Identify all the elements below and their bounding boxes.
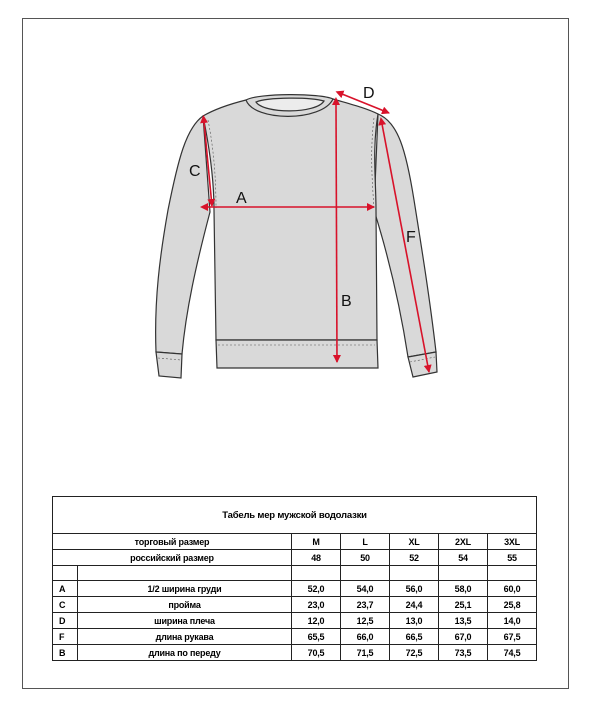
row-value: 23,0 — [292, 597, 341, 613]
dim-label-f: F — [406, 229, 416, 246]
row-value: 25,8 — [488, 597, 537, 613]
measure-row — [53, 581, 537, 597]
size-table — [52, 496, 537, 661]
row-value: 24,4 — [390, 597, 439, 613]
row-value: 58,0 — [439, 581, 488, 597]
row-value: 56,0 — [390, 581, 439, 597]
trade-size-cell: M — [292, 534, 341, 550]
row-value: 74,5 — [488, 645, 537, 661]
row-name: пройма — [78, 597, 292, 613]
row-code: B — [53, 645, 78, 661]
measure-row — [53, 597, 537, 613]
row-value: 66,5 — [390, 629, 439, 645]
row-value: 23,7 — [341, 597, 390, 613]
dim-label-b: B — [341, 293, 352, 310]
dim-label-a: A — [236, 190, 247, 207]
size-table-wrapper — [52, 496, 536, 661]
row-value: 70,5 — [292, 645, 341, 661]
trade-size-cell: XL — [390, 534, 439, 550]
row-name: длина рукава — [78, 629, 292, 645]
row-value: 14,0 — [488, 613, 537, 629]
measure-line-b — [336, 104, 337, 362]
trade-size-cell: 3XL — [488, 534, 537, 550]
row-value: 71,5 — [341, 645, 390, 661]
row-code: D — [53, 613, 78, 629]
row-value: 72,5 — [390, 645, 439, 661]
row-value: 12,5 — [341, 613, 390, 629]
row-value: 13,0 — [390, 613, 439, 629]
row-code: A — [53, 581, 78, 597]
measure-row — [53, 645, 537, 661]
measure-row — [53, 629, 537, 645]
row-value: 66,0 — [341, 629, 390, 645]
russian-size-cell: 55 — [488, 550, 537, 566]
russian-size-cell: 52 — [390, 550, 439, 566]
trade-size-cell: 2XL — [439, 534, 488, 550]
row-value: 52,0 — [292, 581, 341, 597]
russian-size-label: российский размер — [53, 550, 292, 566]
trade-size-row — [53, 534, 537, 550]
table-title: Табель мер мужской водолазки — [53, 497, 537, 534]
row-value: 67,0 — [439, 629, 488, 645]
row-name: ширина плеча — [78, 613, 292, 629]
russian-size-cell: 48 — [292, 550, 341, 566]
row-name: 1/2 ширина груди — [78, 581, 292, 597]
dim-label-c: C — [189, 163, 201, 180]
russian-size-cell: 50 — [341, 550, 390, 566]
row-value: 73,5 — [439, 645, 488, 661]
russian-size-cell: 54 — [439, 550, 488, 566]
trade-size-cell: L — [341, 534, 390, 550]
row-value: 60,0 — [488, 581, 537, 597]
sweater-shape — [156, 95, 437, 378]
row-value: 25,1 — [439, 597, 488, 613]
row-value: 13,5 — [439, 613, 488, 629]
trade-size-label: торговый размер — [53, 534, 292, 550]
row-value: 54,0 — [341, 581, 390, 597]
dim-label-d: D — [363, 85, 375, 102]
row-value: 12,0 — [292, 613, 341, 629]
row-value: 67,5 — [488, 629, 537, 645]
row-code: C — [53, 597, 78, 613]
spacer-row — [53, 566, 537, 581]
row-value: 65,5 — [292, 629, 341, 645]
row-name: длина по переду — [78, 645, 292, 661]
russian-size-row — [53, 550, 537, 566]
row-code: F — [53, 629, 78, 645]
measure-row — [53, 613, 537, 629]
